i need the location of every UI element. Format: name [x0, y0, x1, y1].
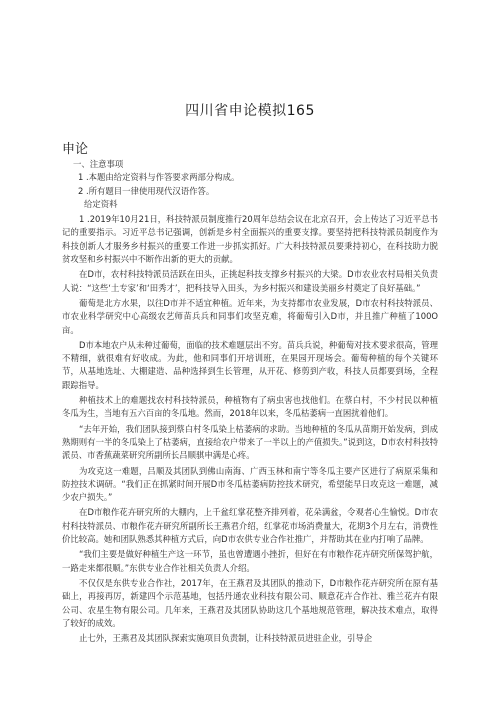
note-item: 2 .所有题目一律使用现代汉语作答。 — [78, 185, 215, 196]
material-paragraph: “去年开始，我们团队接到蔡白村冬瓜染上枯萎病的求助。当地种植的冬瓜从苗期开始发病，到成熟期则有一半的冬瓜染上了枯萎病，直接给农户带来了一半以上的产值损失。”说到这，D市农村科技特派员、市香蕉蔬菜研究所副所长吕顺骐申满是心疼。 — [62, 423, 438, 461]
material-paragraph: D市本地农户从未种过葡萄，面临的技术难题层出不穷。苗兵兵说，种葡萄对技术要求很高，管理不精细，就很难有好收成。为此，他和同事们开培训班，在果园开现场会。葡萄种植的每个关键环节，从基地选址、大棚建造、品种选择到生长管理，从开花、修剪到产收，科技人员都要到场，全程跟踪指导。 — [62, 339, 438, 390]
material-paragraph: 不仅仅是东供专业合作社，2017年，在王燕君及其团队的推动下，D市粮作花卉研究所在原有基础上，再接再厉，新建四个示范基地，包括丹通农业科技有限公司、顺意花卉合作社、雅兰花卉有限公司、农星生物有限公司。几年来，王燕君及其团队协助这几个基地规范管理，解决技术难点，取得了较好的成效。 — [62, 577, 438, 628]
material-paragraph: 止七外，王燕君及其团队探索实施项目负责制，让科技特派员进驻企业，引导企 — [79, 633, 373, 644]
materials-heading: 给定资料 — [84, 198, 118, 209]
notes-heading: 一、注意事项 — [73, 159, 124, 169]
page-title: 四川省申论模拟165 — [185, 103, 315, 119]
material-paragraph: 在D市粮作花卉研究所的大棚内，上千盆红掌花整齐排列着，花朵满盆，令观者心生愉悦。D市农村科技特派员、市粮作花卉研究所副所长王燕君介绍，红掌花市场消费量大，花期3个月左右，消费性价比较高。她和团队熟悉其种植方式后，向D市农供专业合作社推广，并帮助其在业内打响了品牌。 — [62, 507, 438, 545]
section-heading: 申论 — [62, 142, 89, 157]
material-paragraph: 1 .2019年10月21日，科技特派员制度推行20周年总结会议在北京召开，会上传达了习近平总书记的重要指示。习近平总书记强调，创新是乡村全面振兴的重要支撑。要坚持把科技特派员制度作为科技创新人才服务乡村振兴的重要工作进一步抓实抓好。广大科技特派员要秉持初心，在科技助力脱贫攻坚和乡村振兴中不断作出新的更大的贡献。 — [62, 214, 438, 265]
note-item: 1 .本题由给定资料与作答要求两部分构成。 — [78, 172, 240, 183]
material-paragraph: 种植技术上的难题找农村科技特派员，种植物有了病虫害也找他们。在蔡白村，不少村民以种植冬瓜为生，当地有五六百亩的冬瓜地。然而，2018年以来，冬瓜枯萎病一直困扰着他们。 — [62, 395, 438, 419]
material-paragraph: 葡萄是北方水果，以往D市并不适宜种植。近年来，为支持都市农业发展，D市农村科技特派员、市农业科学研究中心高级农艺师苗兵兵和同事们攻坚克难，将葡萄引入D市，并且推广种植了100O亩。 — [62, 297, 438, 335]
material-paragraph: 在D市，农村科技特派员活跃在田头，正挑起科技支撑乡村振兴的大梁。D市农业农村局相关负责人说：“这些‘土专家’和‘田秀才’，把科技导入田头，为乡村振兴和建设美丽乡村奠定了良好基础。” — [62, 269, 438, 293]
material-paragraph: 为攻克这一难题，吕顺及其团队到佛山南海、广西玉林和南宁等冬瓜主要产区进行了病原采集和防控技术调研。“我们正在抓紧时间开展D市冬瓜枯萎病防控技术研究，希望能早日攻克这一难题，减少农户损失。” — [62, 465, 438, 503]
material-paragraph: “我们主要是做好种植生产这一环节，虽也曾遭遇小挫折，但好在有市粮作花卉研究所保驾护航，一路走来都很顺。”东供专业合作社相关负责人介绍。 — [62, 549, 438, 573]
document-body — [62, 158, 438, 645]
